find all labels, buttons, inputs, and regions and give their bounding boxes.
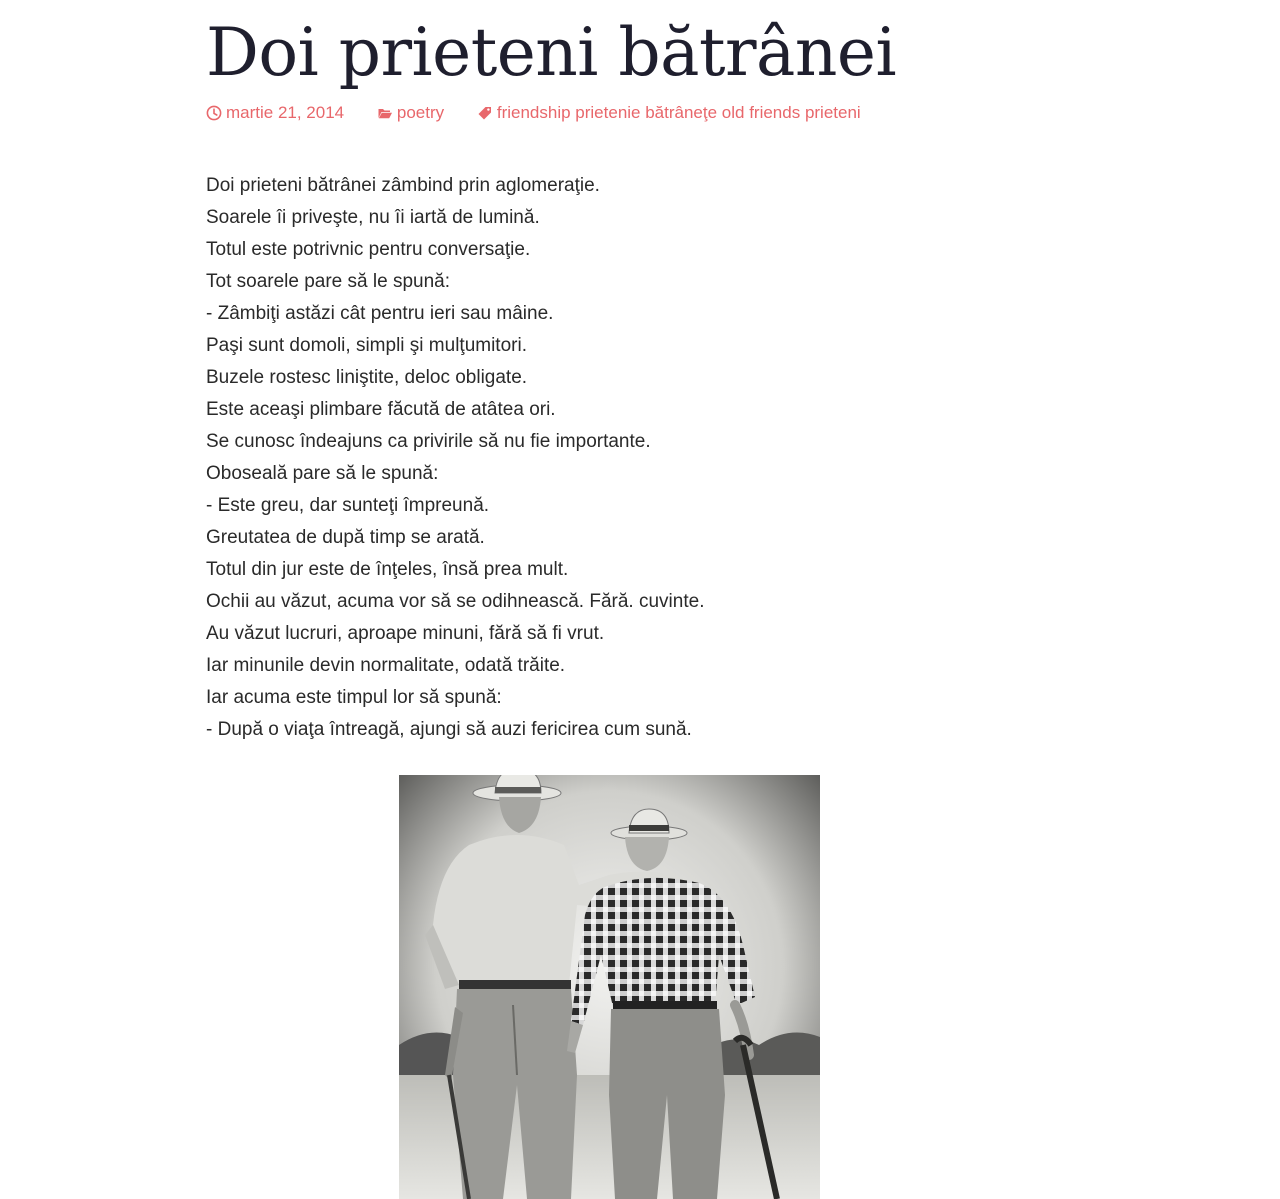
post-date-link[interactable] [206, 102, 344, 124]
poem-line: Ochii au văzut, acuma vor să se odihnească. Fără. cuvinte. [206, 591, 705, 612]
category-label: poetry [396, 103, 445, 122]
poem-line: Iar acuma este timpul lor să spună: [206, 687, 502, 708]
poem-line: Paşi sunt domoli, simpli şi mulţumitori. [206, 335, 527, 356]
poem-line: Soarele îi priveşte, nu îi iartă de lumină. [206, 207, 540, 228]
tags-link[interactable] [477, 102, 861, 124]
folder-icon [377, 105, 393, 121]
poem-line: Totul din jur este de înţeles, însă prea mult. [206, 559, 569, 580]
entry-meta [206, 102, 861, 127]
poem-line: Oboseală pare să le spună: [206, 463, 439, 484]
poem-line: Iar minunile devin normalitate, odată trăite. [206, 655, 566, 676]
poem-line: - Este greu, dar sunteţi împreună. [206, 495, 490, 516]
post-image-two-old-friends [399, 775, 820, 1199]
poem-line: Greutatea de după timp se arată. [206, 527, 485, 548]
poem-line: Totul este potrivnic pentru conversaţie. [206, 239, 531, 260]
clock-icon [206, 105, 222, 121]
tag-icon [477, 105, 493, 121]
poem-line: Doi prieteni bătrânei zâmbind prin aglomeraţie. [206, 175, 600, 196]
poem-line: Este aceaşi plimbare făcută de atâtea ori. [206, 399, 556, 420]
poem-line: Buzele rostesc liniştite, deloc obligate. [206, 367, 528, 388]
poem-line: Au văzut lucruri, aproape minuni, fără să fi vrut. [206, 623, 605, 644]
post-date: martie 21, 2014 [226, 103, 345, 122]
tags-label: friendship prietenie bătrâneţe old friends prieteni [496, 103, 861, 122]
poem-line: Tot soarele pare să le spună: [206, 271, 450, 292]
category-link[interactable] [377, 102, 444, 124]
post-title: Doi prieteni bătrânei [206, 14, 897, 91]
poem-line: Se cunosc îndeajuns ca privirile să nu fie importante. [206, 431, 651, 452]
poem-body [206, 170, 826, 746]
poem-line: - După o viaţa întreagă, ajungi să auzi fericirea cum sună. [206, 719, 692, 740]
poem-line: - Zâmbiţi astăzi cât pentru ieri sau mâine. [206, 303, 554, 324]
